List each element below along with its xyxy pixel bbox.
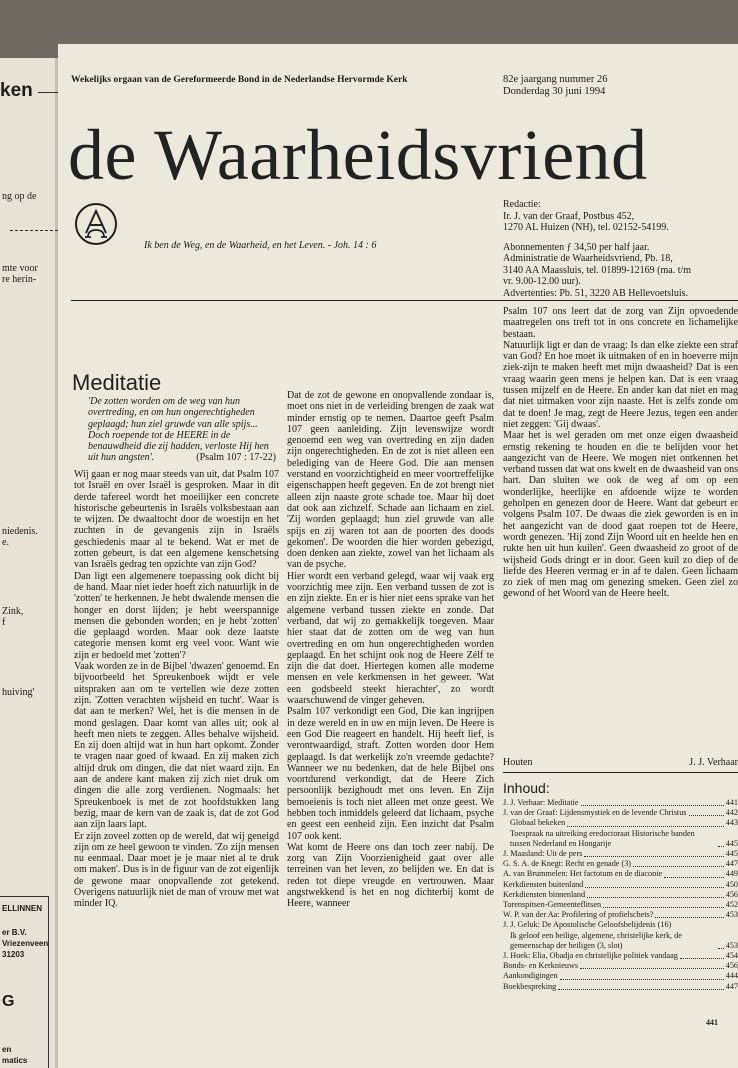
article-paragraph: Psalm 107 ons leert dat de zorg van Zijn opvoedende maatregelen ons treft tot in ons concrete en lichamelijke bestaan.: [503, 306, 738, 340]
previous-page-text-fragment: ng op de: [2, 191, 37, 202]
toc-entry-title: J. J. Verhaar: Meditatie: [503, 798, 579, 807]
article-paragraph: Vaak worden ze in de Bijbel 'dwazen' genoemd. En bijvoorbeeld het Spreukenboek wijdt er vele uitspraken aan om te vertellen wie deze zotten zijn. 'Zotten verachten wijsheid en tucht'. Waar is dat aan te merken? Wel, het is die mensen in de mond geslagen. Daar komt van alles uit; ook al heeft men niets te zeggen. Alles behalve wijsheid. En zij doen altijd wat in hun hart opkomt. Zonder te vragen naar goed of kwaad. En zij maken zich altijd druk om dingen, die dat niet waard zijn. En aan de andere kant maken zij zich niet druk om dingen die alle zorg verdienen. Nogmaals: het Spreukenboek is met de zot hoofdstukken lang bezig, maar de kern van de zaak is, dat de zot God aan zijn laars lapt.: [74, 661, 279, 831]
toc-entry-title: Kerkdiensten buitenland: [503, 879, 584, 889]
previous-page-text-fragment: mte voor: [2, 263, 38, 274]
previous-page-text-fragment: niedenis.: [2, 526, 38, 537]
toc-dot-leader: [584, 856, 723, 857]
newspaper-page: [58, 44, 738, 1068]
signature: [503, 757, 738, 768]
toc-entry-title: J. Hoek: Elia, Obadja en christelijke politiek vandaag: [503, 951, 678, 961]
toc-entry-page: 443: [725, 818, 738, 828]
signature-rule: [503, 772, 738, 773]
toc-entry-page: 447: [725, 981, 738, 991]
previous-page-text-fragment: ELLINNEN: [2, 904, 42, 913]
toc-dot-leader: [603, 907, 724, 908]
article-column-2: [287, 390, 494, 910]
toc-entry-page: 445: [725, 849, 738, 859]
toc-entry: [503, 859, 738, 869]
quote-reference: (Psalm 107 : 17-22): [196, 452, 276, 463]
toc-entry-title: Boekbespreking: [503, 981, 557, 991]
toc-entry-title: Toespraak na uitreiking eredoctoraat Historische banden tussen Nederland en Hongarije: [510, 828, 695, 848]
toc-entry-title: Ik geloof een heilige, algemene, christelijke kerk, de gemeenschap der heiligen (3, slot): [510, 930, 682, 950]
toc-entry-title: Kerkdiensten binnenland: [503, 889, 586, 899]
toc-entry-title: Torenspitsen-Gemeenteflitsen: [503, 900, 602, 910]
toc-dot-leader: [558, 989, 724, 990]
toc-entry-page: 452: [725, 900, 738, 910]
tagline: Wekelijks orgaan van de Gereformeerde Bond in de Nederlandse Hervormde Kerk: [71, 75, 408, 85]
info-line: Administratie de Waarheidsvriend, Pb. 18,: [503, 253, 673, 264]
previous-page-text-fragment: matics: [2, 1056, 28, 1065]
issue-info: [503, 74, 607, 98]
article-paragraph: Natuurlijk ligt er dan de vraag: Is dan elke ziekte een straf van God? En hoe moet ik uitmaken of en in hoeverre mijn ziek-zijn te maken heeft met mijn dwaasheid? Dat is een vraag waarin geen mens je helpen kan. Dat is een vraag tussen mijzelf en de Heere. En ander kan dat niet en mag dat niet uitmaken voor zijn naaste. Het is zelfs zonde om dat te doen! Je mag, zegt de Heere Jezus, tegen een ander niet zeggen: 'Gij dwaas'.: [503, 339, 738, 430]
toc-entry-page: 444: [725, 971, 738, 981]
alpha-omega-logo-icon: [74, 202, 118, 246]
toc-dot-leader: [655, 917, 723, 918]
toc-entry-page: 441: [725, 798, 738, 807]
advertisement-box-fragment: [0, 896, 49, 1068]
meditation-heading: Meditatie: [72, 370, 162, 395]
toc-entry: [503, 829, 738, 849]
article-paragraph: Hier wordt een verband gelegd, waar wij vaak erg voorzichtig mee zijn. Een verband tussen de zot is en zijn ziekte. En er is hier niet eens sprake van het algemene verband tussen ziekte en zonde. Dat verband, dat wij zo gemakkelijk toegeven. Maar hier staat dat de zotten om de weg van hun overtreding en om hun ongerechtigheden worden geplaagd. En het schijnt ook nog de Heere Zélf te zijn die dat doet. Hiertegen komen alle moderne mensen en vele kerkmensen in het geweer. 'Wat een godsbeeld steekt hierachter', zo wordt waarschuwend de vinger geheven.: [287, 570, 494, 707]
previous-page-text-fragment: Vriezenveen: [2, 939, 49, 948]
toc-entry-page: 453: [725, 910, 738, 920]
signature-place: Houten: [503, 757, 533, 768]
info-line: Redactie:: [503, 199, 541, 210]
info-line: Ir. J. van der Graaf, Postbus 452,: [503, 210, 635, 222]
toc-dot-leader: [689, 815, 724, 816]
toc-entry: [503, 890, 738, 900]
toc-entry-title: G. S. A. de Knegt: Recht en genade (3): [503, 859, 632, 869]
toc-entry: [503, 982, 738, 992]
article-paragraph: Psalm 107 verkondigt een God, Die kan ingrijpen in deze wereld en in uw en mijn leven. De Heere is een God Die reageert en handelt. Hij heeft lief, is verontwaardigd, straft. Zotten worden door Hem geplaagd. Is dat werkelijk zo'n vreemde gedachte? Wanneer we nu bedenken, dat de hele Bijbel ons voortdurend verkondigt, dat de Heere Zich persoonlijk bezighoudt met ons leven. En Zijn bemoeienis is toch niet alleen met onze geest. We hebben toch inmiddels geleerd dat lichaam, psyche en geest een eenheid zijn. Een inzicht dat Psalm 107 ook kent.: [287, 706, 494, 842]
toc-dot-leader: [633, 866, 724, 867]
article-paragraph: Maar het is wel geraden om met onze eigen dwaasheid ernstig rekening te houden en die te belijden voor het aangezicht van de Heere. We mogen niet ontkennen het verband tussen dat wat ons kwelt en de dwaasheid van ons hart. Dan sluiten we ook de weg af om op een wonderlijke, heerlijke en afdoende wijze te worden geholpen en genezen door de Heere. Want dat gebeurt er volgens Psalm 107. De dwaas die ziek geworden is en in het aangezicht van de dood gaat roepen tot de Heere, wordt genezen. 'Hij zond Zijn Woord uit en heelde hen en rukte hen uit hun kuilen'. Geen dwaasheid zo groot of de wijsheid Gods dringt er in door. Geen kuil zo diep of de liefde des Heeren vermag er in af te dalen. Geen lichaam zo ziek of men mag om genezing smeken. Geen ziel zo gewond of het Woord van de Heere heelt.: [503, 430, 738, 600]
signature-author: J. J. Verhaar: [689, 757, 738, 768]
newspaper-title: de Waarheidsvriend: [68, 115, 648, 195]
previous-page-text-fragment: en: [2, 1045, 12, 1054]
meditation-quote: 'De zotten worden om de weg van hun overtreding, en om hun ongerechtigheden geplaagd; hun ziel gruwde van alle spijs... Doch roepende tot de HEERE in de benauwdheid die zij hadden, verloste Hij hen uit hun angsten'.: [88, 396, 269, 464]
toc-entry-title: J. Maasland: Uit de pers: [503, 849, 583, 859]
toc-dot-leader: [580, 968, 724, 969]
article-column-1: [74, 469, 279, 910]
redactie-block: [503, 199, 738, 234]
toc-entry-page: 445: [725, 838, 738, 848]
toc-dot-leader: [664, 877, 724, 878]
toc-entry: [503, 910, 738, 920]
toc-entry-title: J. J. Geluk: De Apostolische Geloofsbelijdenis (16): [503, 920, 672, 930]
editorial-info: [503, 199, 738, 299]
toc-entry-page: 454: [725, 951, 738, 961]
toc-dot-leader: [718, 846, 724, 847]
article-paragraph: Dan ligt een algemenere toepassing ook dicht bij de hand. Maar niet ieder hoeft zich natuurlijk in de 'zotten' te herkennen. Je hebt dwalende mensen die honger en dorst lijden; je hebt weerspannige mensen die gebonden worden; en je hebt 'zotten' die geplaagd worden. Maar ook deze laatste categorie mensen komt erg veel voor. Want wie zijn er bedoeld met 'zotten'?: [74, 570, 279, 661]
toc-dot-leader: [560, 979, 724, 980]
subscription-block: [503, 242, 738, 300]
info-line: 1270 AL Huizen (NH), tel. 02152-54199.: [503, 222, 669, 233]
article-paragraph: Wat komt de Heere ons dan toch zeer nabij. De zorg van Zijn Voorzienigheid gaat over alle terreinen van het leven, zo belijden we. En dat is reden tot diepe vreugde en vertrouwen. Maar angstwekkend is het en nog dichterbij komt de Heere, wanneer: [287, 841, 494, 910]
toc-entry-title: Globaal bekeken: [510, 818, 566, 828]
toc-entry-page: 456: [725, 961, 738, 971]
info-line: vr. 9.00-12.00 uur).: [503, 276, 581, 287]
toc-dot-leader: [585, 887, 723, 888]
toc-entry: [503, 920, 738, 930]
previous-page-text-fragment: Zink,: [2, 606, 24, 617]
article-paragraph: Dat de zot de gewone en onopvallende zondaar is, moet ons niet in de verleiding brengen de zaak wat minder ernstig op te nemen. Daartoe geeft Psalm 107 geen aanleiding. Zijn levenswijze wordt genoemd een weg van overtreding en zijn daden zijn ongerechtigheden. En de zot is niet alleen een belediging van de Heere God. Die aan mensen verstand en voorzichtigheid en meer voortreffelijke eigenschappen heeft gegeven. En de zot brengt niet alleen zijn naaste grote schade toe. Maar hij doet dat ook aan zichzelf. Schade aan lichaam en ziel. 'Zij worden geplaagd; hun ziel gruwde van alle spijs en zij waren tot aan de poorten des doods gekomen'. De woorden die hier worden gebezigd, doen denken aan ziekte, zowel van het lichaam als van de psyche.: [287, 390, 494, 571]
previous-page-text-fragment: huiving': [2, 687, 35, 698]
toc-entry: [503, 798, 738, 808]
toc-dot-leader: [587, 897, 724, 898]
toc-entry-title: A. van Brummelen: Het factotum en de diaconie: [503, 869, 663, 879]
toc-entry-title: Aankondigingen: [503, 971, 558, 981]
previous-page-text-fragment: er B.V.: [2, 928, 27, 937]
toc-entry-page: 449: [725, 869, 738, 879]
toc-entry: [503, 961, 738, 971]
table-of-contents: [503, 798, 738, 992]
issue-date: Donderdag 30 juni 1994: [503, 86, 606, 97]
toc-dot-leader: [567, 826, 723, 827]
article-paragraph: Wij gaan er nog maar steeds van uit, dat Psalm 107 tot Israël en over Israël is gesproken. Maar in dit derde tafereel wordt het moeilijker een concrete historische gebeurtenis in Israëls volksbestaan aan te wijzen. De dwaaltocht door de woestijn en het zuchten in de gevangenis zijn in Israëls geschiedenis maar al te bekend. Wat er met de zotten gebeurt, is dat een algemene kenschetsing van Israëls gedrag ten opzichte van zijn God?: [74, 469, 279, 571]
toc-dot-leader: [581, 805, 724, 806]
toc-entry: [503, 951, 738, 961]
toc-entry-page: 456: [725, 889, 738, 899]
page-number: 441: [706, 1018, 718, 1027]
toc-dot-leader: [718, 948, 724, 949]
motto: Ik ben de Weg, en de Waarheid, en het Leven. - Joh. 14 : 6: [144, 240, 377, 251]
previous-page-text-fragment: e.: [2, 537, 9, 548]
toc-entry: [503, 869, 738, 879]
toc-entry: [503, 880, 738, 890]
contents-heading: Inhoud:: [503, 780, 550, 796]
toc-entry: [503, 808, 738, 818]
toc-dot-leader: [680, 958, 724, 959]
toc-entry: [503, 900, 738, 910]
previous-page-text-fragment: 31203: [2, 950, 25, 959]
previous-page-text-fragment: re herin-: [2, 274, 37, 285]
toc-entry-page: 450: [725, 879, 738, 889]
toc-entry-title: W. P. van der Aa: Profilering of profielschets?: [503, 910, 654, 920]
toc-entry: [503, 818, 738, 828]
issue-number: 82e jaargang nummer 26: [503, 74, 608, 85]
toc-entry: [503, 931, 738, 951]
article-column-3: [503, 306, 738, 600]
header-rule: [71, 300, 738, 301]
toc-entry: [503, 971, 738, 981]
info-line: Abonnementen ƒ 34,50 per half jaar.: [503, 241, 650, 253]
toc-entry-title: J. van der Graaf: Lijdensmystiek en de levende Christus: [503, 808, 687, 818]
fragment-rule: [10, 230, 58, 231]
toc-entry-page: 447: [725, 859, 738, 869]
toc-entry-title: Bonds- en Kerknieuws: [503, 961, 579, 971]
previous-page-text-fragment: ken: [0, 80, 33, 101]
info-line: Advertenties: Pb. 51, 3220 AB Hellevoetsluis.: [503, 287, 688, 299]
article-paragraph: Er zijn zoveel zotten op de wereld, dat wij geneigd zijn om ze heel gewoon te vinden. 'Zo zijn mensen nu eenmaal. Daar moet je je maar niet al te druk om maken'. Dus is in de figuur van de zot eigenlijk de gewone maar onopvallende zot getekend. Overigens natuurlijk niet de man of vrouw met wat minder IQ.: [74, 830, 279, 910]
toc-entry-page: 453: [725, 940, 738, 950]
previous-page-text-fragment: f: [2, 617, 6, 628]
previous-page-edge: [0, 58, 58, 1068]
toc-entry-page: 442: [725, 808, 738, 818]
toc-entry: [503, 849, 738, 859]
previous-page-text-fragment: G: [2, 993, 15, 1010]
fragment-rule: [38, 92, 58, 93]
info-line: 3140 AA Maassluis, tel. 01899-12169 (ma. t/m: [503, 264, 692, 276]
